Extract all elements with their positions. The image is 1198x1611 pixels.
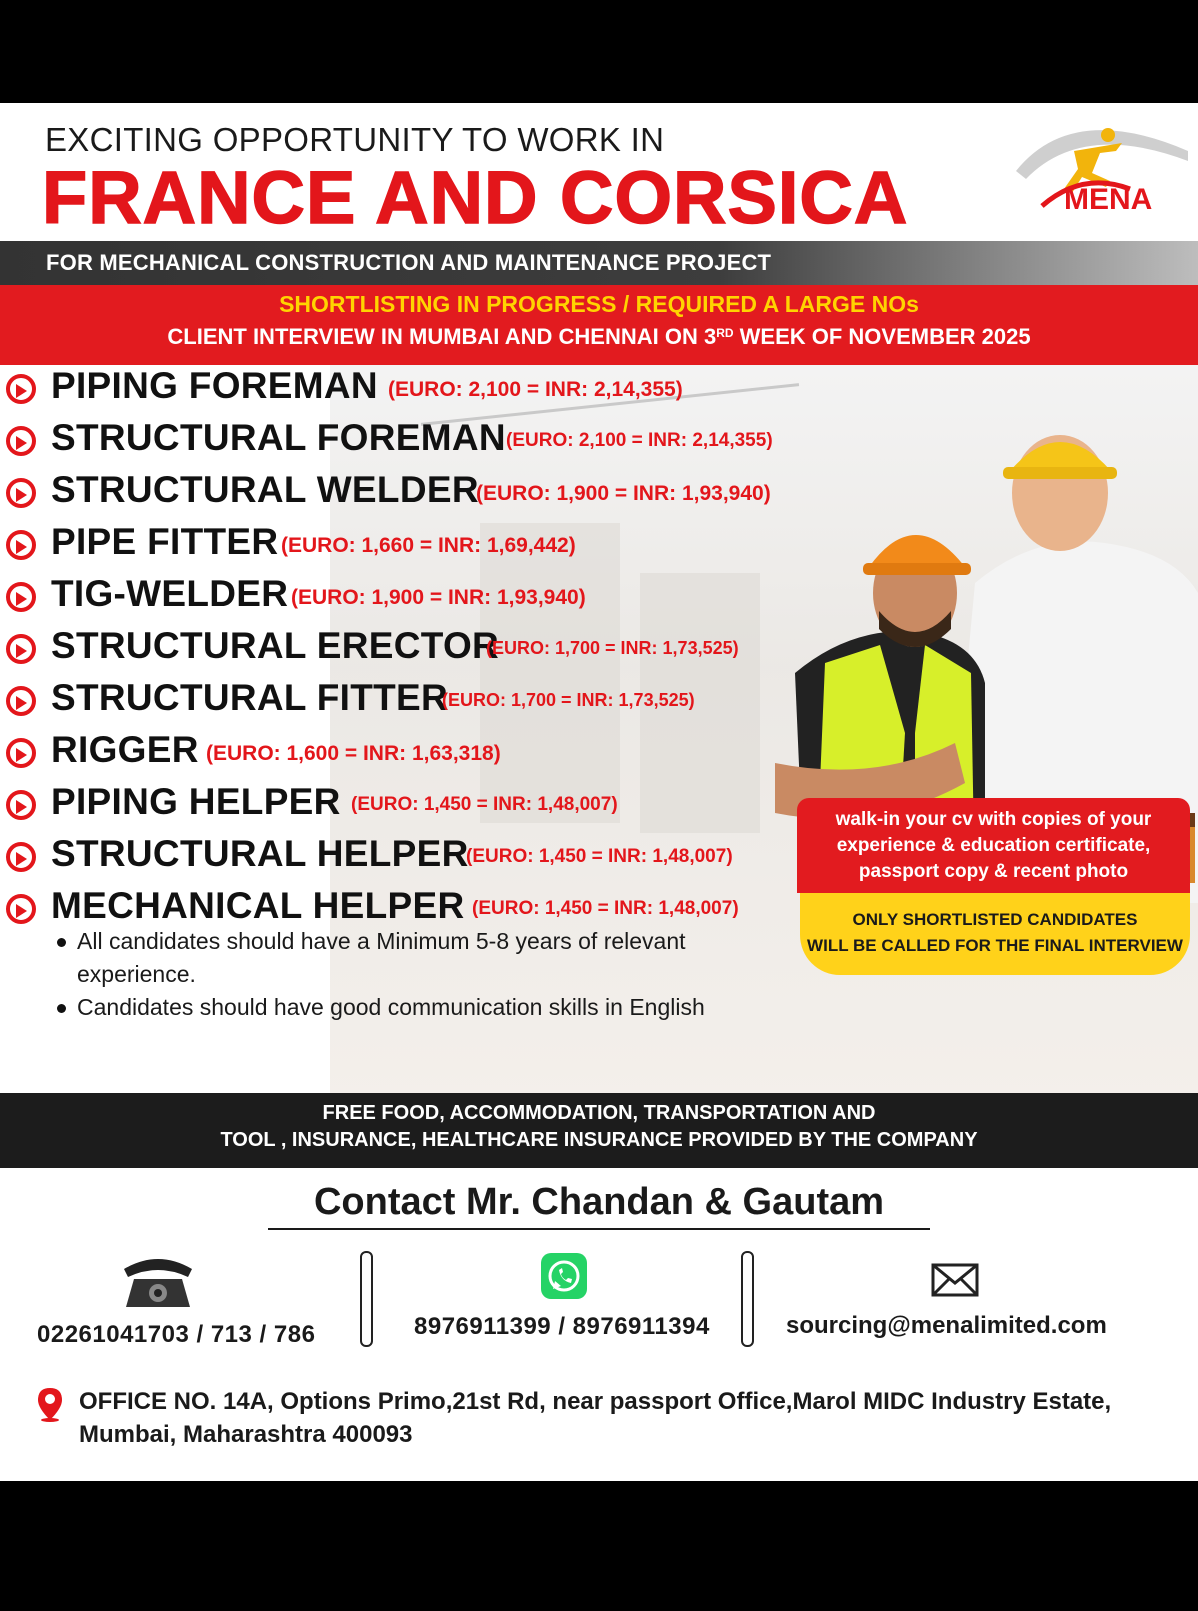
arrow-right-icon [6, 842, 36, 872]
arrow-right-icon [6, 634, 36, 664]
job-salary: (EURO: 1,450 = INR: 1,48,007) [351, 794, 618, 815]
job-title: RIGGER [51, 729, 199, 770]
benefits-line2: TOOL , INSURANCE, HEALTHCARE INSURANCE PROVIDED BY THE COMPANY [220, 1129, 978, 1151]
phone-numbers[interactable]: 02261041703 / 713 / 786 [37, 1321, 316, 1348]
requirement-item: Candidates should have good communication skills in English [55, 991, 815, 1024]
logo-text: MENA [1064, 183, 1153, 216]
job-salary: (EURO: 1,600 = INR: 1,63,318) [206, 742, 501, 765]
top-black-bar [0, 0, 1198, 103]
project-band [0, 241, 1198, 285]
job-salary: (EURO: 1,660 = INR: 1,69,442) [281, 534, 576, 557]
shortlisted-note [800, 893, 1190, 975]
job-salary: (EURO: 2,100 = INR: 2,14,355) [388, 378, 683, 401]
requirement-item: All candidates should have a Minimum 5-8 years of relevant experience. [55, 925, 795, 991]
job-salary: (EURO: 1,700 = INR: 1,73,525) [442, 690, 695, 710]
arrow-right-icon [6, 686, 36, 716]
bottom-black-bar [0, 1481, 1198, 1611]
job-title: PIPING FOREMAN [51, 365, 378, 406]
telephone-icon [118, 1255, 198, 1309]
arrow-right-icon [6, 738, 36, 768]
headline-title: FRANCE AND CORSICA [42, 156, 909, 239]
benefits-line1: FREE FOOD, ACCOMMODATION, TRANSPORTATION AND [322, 1102, 876, 1124]
arrow-right-icon [6, 478, 36, 508]
arrow-right-icon [6, 582, 36, 612]
envelope-icon[interactable] [931, 1263, 979, 1297]
job-title: STRUCTURAL FOREMAN [51, 417, 506, 458]
job-poster [0, 103, 1198, 1481]
benefits-band [0, 1093, 1198, 1168]
job-title: MECHANICAL HELPER [51, 885, 465, 926]
job-title: PIPING HELPER [51, 781, 341, 822]
background-building [480, 523, 620, 823]
walk-in-callout: walk-in your cv with copies of your experience & education certificate, passport copy & recent photo [797, 798, 1190, 893]
job-title: TIG-WELDER [51, 573, 289, 614]
job-salary: (EURO: 1,450 = INR: 1,48,007) [472, 898, 739, 919]
contact-divider [360, 1251, 373, 1347]
job-title: STRUCTURAL WELDER [51, 469, 479, 510]
office-address: OFFICE NO. 14A, Options Primo,21st Rd, near passport Office,Marol MIDC Industry Estate, Mumbai, Maharashtra 400093 [79, 1388, 1112, 1448]
arrow-right-icon [6, 790, 36, 820]
interview-info: CLIENT INTERVIEW IN MUMBAI AND CHENNAI ON 3RD WEEK OF NOVEMBER 2025 [167, 324, 1031, 349]
location-pin-icon [36, 1386, 64, 1422]
shortlisted-line2: WILL BE CALLED FOR THE FINAL INTERVIEW [807, 936, 1183, 955]
shortlist-status: SHORTLISTING IN PROGRESS / REQUIRED A LARGE NOs [279, 291, 919, 317]
shortlist-band [0, 285, 1198, 365]
job-salary: (EURO: 1,900 = INR: 1,93,940) [476, 482, 771, 505]
job-title: STRUCTURAL ERECTOR [51, 625, 500, 666]
email-link[interactable]: sourcing@menalimited.com [786, 1312, 1107, 1339]
headline-subtitle: EXCITING OPPORTUNITY TO WORK IN [45, 121, 665, 158]
job-salary: (EURO: 1,450 = INR: 1,48,007) [466, 846, 733, 867]
contact-divider [741, 1251, 754, 1347]
arrow-right-icon [6, 894, 36, 924]
job-title: STRUCTURAL HELPER [51, 833, 469, 874]
arrow-right-icon [6, 530, 36, 560]
whatsapp-icon[interactable] [541, 1253, 587, 1299]
mena-logo [1012, 111, 1190, 219]
job-salary: (EURO: 1,700 = INR: 1,73,525) [486, 638, 739, 658]
contact-title: Contact Mr. Chandan & Gautam [268, 1181, 930, 1230]
job-title: STRUCTURAL FITTER [51, 677, 448, 718]
arrow-right-icon [6, 374, 36, 404]
shortlisted-line1: ONLY SHORTLISTED CANDIDATES [852, 910, 1138, 929]
whatsapp-numbers[interactable]: 8976911399 / 8976911394 [414, 1313, 710, 1340]
requirements-list [55, 925, 815, 1024]
job-salary: (EURO: 2,100 = INR: 2,14,355) [506, 430, 773, 451]
project-band-text: FOR MECHANICAL CONSTRUCTION AND MAINTENANCE PROJECT [46, 250, 772, 275]
arrow-right-icon [6, 426, 36, 456]
job-title: PIPE FITTER [51, 521, 279, 562]
job-salary: (EURO: 1,900 = INR: 1,93,940) [291, 586, 586, 609]
